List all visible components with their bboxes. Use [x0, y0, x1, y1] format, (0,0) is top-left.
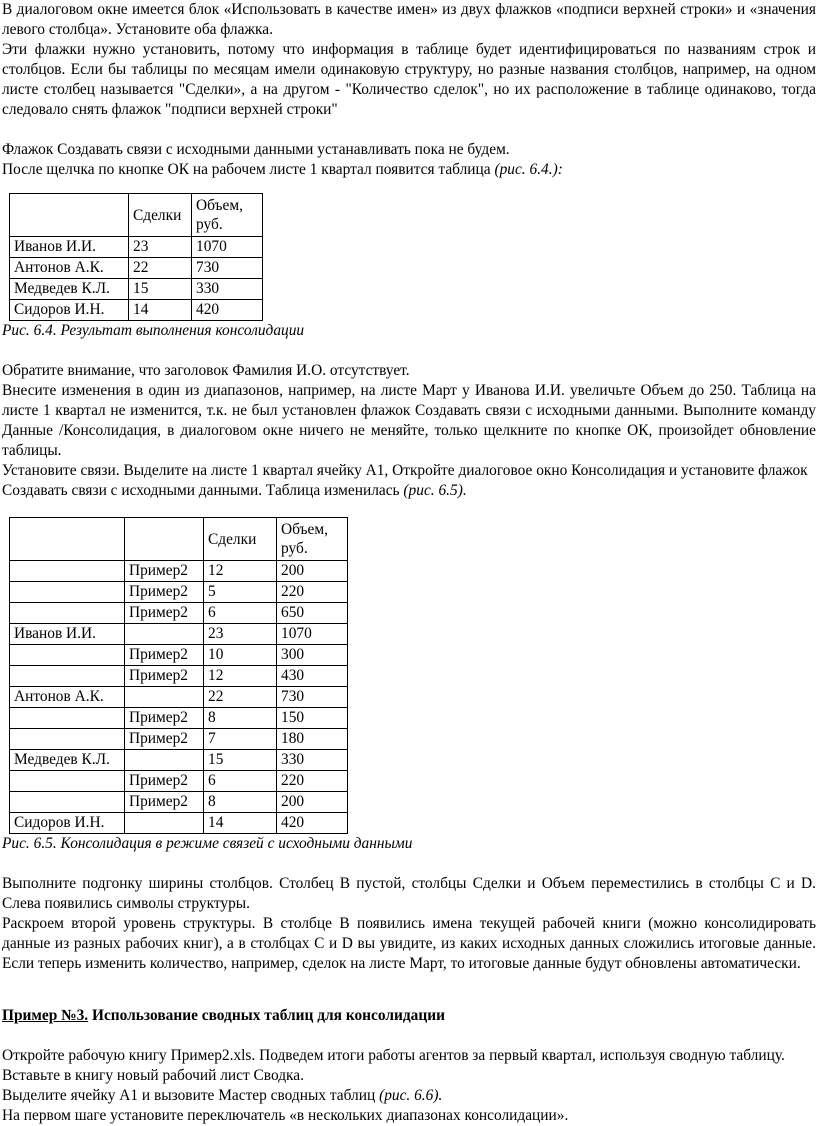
table2-cell: Пример2 [125, 771, 204, 792]
table2-cell: Пример2 [125, 708, 204, 729]
table2-row [10, 561, 348, 582]
table2-cell: 220 [277, 771, 348, 792]
table2-row [10, 603, 348, 624]
table2-row [10, 708, 348, 729]
table2-row [10, 582, 348, 603]
table2-cell: 8 [204, 792, 277, 813]
table2-cell: Иванов И.И. [10, 624, 125, 645]
table1-header-cell: Сделки [129, 194, 192, 237]
paragraph-after-ok-text: После щелчка по кнопке ОК на рабочем листе 1 квартал появится таблица [2, 161, 495, 178]
table2-cell [10, 771, 125, 792]
paragraph-names-block: В диалоговом окне имеется блок «Использовать в качестве имен» из двух флажков «подписи верхней строки» и «значения левого столбца». Установите оба флажка. [2, 1, 816, 38]
caption-fig-6-4: Рис. 6.4. Результат выполнения консолидации [2, 322, 305, 339]
table-consolidation-result [9, 193, 263, 321]
caption-fig-6-5: Рис. 6.5. Консолидация в режиме связей с исходными данными [2, 835, 413, 852]
table2-cell: 150 [277, 708, 348, 729]
table2-row [10, 771, 348, 792]
table2-cell: Пример2 [125, 792, 204, 813]
paragraph-links-flag: Флажок Создавать связи с исходными данными устанавливать пока не будем. [2, 141, 510, 158]
table1-cell: 330 [192, 279, 263, 300]
table2-cell: 330 [277, 750, 348, 771]
table2-cell: Пример2 [125, 582, 204, 603]
table2-cell: 10 [204, 645, 277, 666]
table1-header-cell: Объем, руб. [192, 194, 263, 237]
table2-cell: 5 [204, 582, 277, 603]
table2-cell: 14 [204, 813, 277, 834]
paragraph-pivot-wizard [2, 1086, 816, 1106]
table2-cell: 12 [204, 561, 277, 582]
table2-cell: 6 [204, 603, 277, 624]
table2-header-cell: Объем, руб. [277, 518, 348, 561]
table2-cell: 8 [204, 708, 277, 729]
table1-row [10, 300, 263, 321]
table-consolidation-links [9, 517, 348, 834]
paragraph-insert-sheet: Вставьте в книгу новый рабочий лист Сводка. [2, 1067, 304, 1084]
table2-cell [10, 561, 125, 582]
figure-ref-6-4: (рис. 6.4.): [494, 161, 563, 178]
table2-row [10, 624, 348, 645]
table2-cell: Пример2 [125, 603, 204, 624]
table2-row [10, 729, 348, 750]
table1-cell: 15 [129, 279, 192, 300]
table2-cell [10, 645, 125, 666]
paragraph-pivot-wizard-text: Выделите ячейку А1 и вызовите Мастер сводных таблиц [2, 1087, 380, 1104]
paragraph-second-level: Раскроем второй уровень структуры. В столбце В появились имена текущей рабочей книги (можно консолидировать данные из разных рабочих книг), а в столбцах С и D вы увидите, из каких исходных данных сложились итоговые данные. Если теперь изменить количество, например, сделок на листе Март, то итоговые данные будут обновлены автоматически. [2, 915, 816, 972]
table1-row [10, 258, 263, 279]
table2-header-cell [125, 518, 204, 561]
table2-cell: 23 [204, 624, 277, 645]
table2-cell: Медведев К.Л. [10, 750, 125, 771]
table1-cell: Сидоров И.Н. [10, 300, 129, 321]
table2-cell: 12 [204, 666, 277, 687]
table2-cell: 200 [277, 561, 348, 582]
paragraph-set-links [2, 461, 816, 501]
table2-row [10, 750, 348, 771]
table2-cell: Пример2 [125, 645, 204, 666]
table2-cell [10, 666, 125, 687]
table2-header-cell [10, 518, 125, 561]
paragraph-after-ok [2, 160, 816, 180]
table2-cell: Антонов А.К. [10, 687, 125, 708]
table2-cell: Пример2 [125, 729, 204, 750]
table2-cell: 430 [277, 666, 348, 687]
table1-cell: 14 [129, 300, 192, 321]
table2-cell [10, 792, 125, 813]
table2-row [10, 666, 348, 687]
table2-cell: 1070 [277, 624, 348, 645]
table2-cell: 200 [277, 792, 348, 813]
table2-cell: Пример2 [125, 561, 204, 582]
table2-cell: 420 [277, 813, 348, 834]
table2-cell: 300 [277, 645, 348, 666]
table1-cell: 1070 [192, 237, 263, 258]
section-heading-title: Использование сводных таблиц для консолидации [88, 1007, 445, 1024]
table1-row [10, 279, 263, 300]
paragraph-open-workbook: Откройте рабочую книгу Пример2.xls. Подведем итоги работы агентов за первый квартал, используя сводную таблицу. [2, 1047, 785, 1064]
table2-cell: 220 [277, 582, 348, 603]
paragraph-flags-explanation: Эти флажки нужно установить, потому что информация в таблице будет идентифицироваться по названиям строк и столбцов. Если бы таблицы по месяцам имели одинаковую структуру, но разные названия столбцов, например, на одном листе столбец называется "Сделки», а на другом - "Количество сделок", но их расположение в таблице одинаково, тогда следовало снять флажок "подписи верхней строки" [2, 41, 816, 118]
table2-cell: 7 [204, 729, 277, 750]
table2-cell: 180 [277, 729, 348, 750]
table2-row [10, 645, 348, 666]
paragraph-column-width: Выполните подгонку ширины столбцов. Столбец В пустой, столбцы Сделки и Объем переместились в столбцы С и D. Слева появились символы структуры. [2, 875, 816, 912]
table1-row [10, 237, 263, 258]
table1-header-row [10, 194, 263, 237]
table2-cell [125, 624, 204, 645]
table1-cell: 23 [129, 237, 192, 258]
table1-header-cell [10, 194, 129, 237]
table2-header-cell: Сделки [204, 518, 277, 561]
section-heading [2, 1006, 816, 1026]
table2-row [10, 813, 348, 834]
table2-cell [125, 687, 204, 708]
table2-cell [125, 750, 204, 771]
table2-row [10, 687, 348, 708]
table2-cell: Сидоров И.Н. [10, 813, 125, 834]
table2-cell: 6 [204, 771, 277, 792]
table2-cell: 650 [277, 603, 348, 624]
table2-cell: 22 [204, 687, 277, 708]
table1-cell: 420 [192, 300, 263, 321]
table1-cell: Иванов И.И. [10, 237, 129, 258]
table2-cell [125, 813, 204, 834]
table2-cell: 730 [277, 687, 348, 708]
table2-cell [10, 582, 125, 603]
table2-row [10, 792, 348, 813]
paragraph-no-header: Обратите внимание, что заголовок Фамилия И.О. отсутствует. [2, 362, 410, 379]
paragraph-first-step: На первом шаге установите переключатель «в нескольких диапазонах консолидации». [2, 1107, 569, 1124]
figure-ref-6-6: (рис. 6.6). [379, 1087, 443, 1104]
table2-cell: Пример2 [125, 666, 204, 687]
table2-cell: 15 [204, 750, 277, 771]
table1-cell: Антонов А.К. [10, 258, 129, 279]
table1-cell: 22 [129, 258, 192, 279]
section-heading-number: Пример №3. [2, 1007, 89, 1024]
paragraph-make-changes: Внесите изменения в один из диапазонов, например, на листе Март у Иванова И.И. увеличьте Объем до 250. Таблица на листе 1 квартал не изменится, т.к. не был установлен флажок Создавать связи с исходными данными. Выполните команду Данные /Консолидация, в диалоговом окне ничего не меняйте, только щелкните по кнопке ОК, произойдет обновление таблицы. [2, 382, 816, 459]
table2-cell [10, 729, 125, 750]
table2-cell [10, 603, 125, 624]
figure-ref-6-5: (рис. 6.5). [403, 482, 467, 499]
table2-header-row [10, 518, 348, 561]
table2-cell [10, 708, 125, 729]
paragraph-set-links-text: Установите связи. Выделите на листе 1 квартал ячейку А1, Откройте диалоговое окно Консолидация и установите флажок Создавать связи с исходными данными. Таблица изменилась [2, 462, 808, 499]
table1-cell: 730 [192, 258, 263, 279]
table1-cell: Медведев К.Л. [10, 279, 129, 300]
